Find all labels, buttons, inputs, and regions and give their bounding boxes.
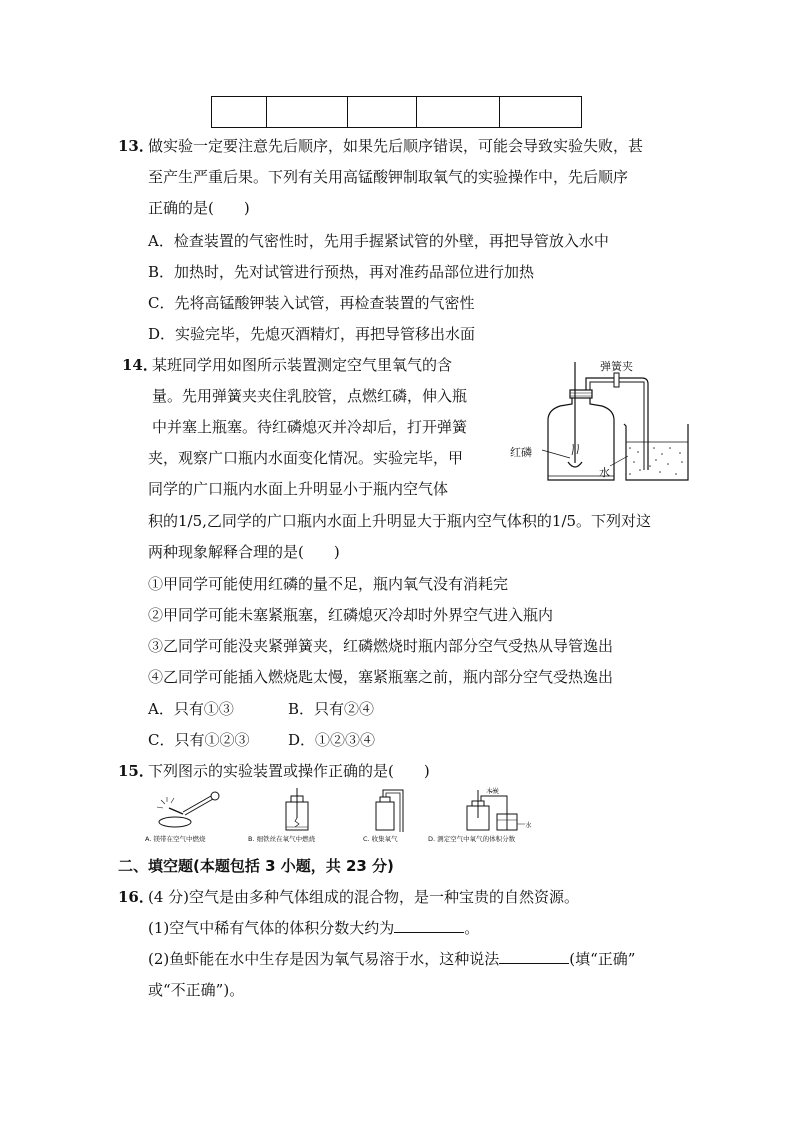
question-text-line: 量。先用弹簧夹夹住乳胶管，点燃红磷，伸入瓶	[152, 387, 468, 405]
answer-blank[interactable]	[499, 949, 569, 964]
question-text-line: 中并塞上瓶塞。待红磷熄灭并冷却后，打开弹簧	[152, 418, 468, 436]
oxygen-apparatus-figure	[510, 358, 695, 488]
question-text-line: 下列图示的实验装置或操作正确的是( )	[148, 762, 430, 780]
label-water: 水	[525, 821, 532, 829]
question-text-line: 做实验一定要注意先后顺序，如果先后顺序错误，可能会导致实验失败，甚	[148, 137, 644, 155]
label-spring-clip: 弹簧夹	[600, 360, 633, 373]
label-red-phosphorus: 红磷	[510, 446, 532, 459]
table-cell	[212, 97, 267, 128]
question-text-line: 两种现象解释合理的是( )	[148, 543, 340, 561]
option-b: B．加热时，先对试管进行预热，再对准药品部位进行加热	[148, 263, 535, 281]
option-a: A．只有①③	[148, 700, 234, 718]
sub-question-text: (1)空气中稀有气体的体积分数大约为	[148, 919, 395, 937]
question-text-line: 积的1/5,乙同学的广口瓶内水面上升明显大于瓶内空气体积的1/5。下列对这	[148, 512, 652, 530]
question-text-line: (4 分)空气是由多种气体组成的混合物，是一种宝贵的自然资源。	[148, 888, 580, 906]
answer-blank[interactable]	[394, 918, 464, 933]
sub-question-2	[148, 948, 635, 969]
question-number: 13．	[118, 137, 154, 155]
question-text-line: 夹，观察广口瓶内水面变化情况。实验完毕，甲	[148, 449, 464, 467]
table-cell	[348, 97, 417, 128]
experiment-figures	[145, 788, 565, 848]
option-d: D．实验完毕，先熄灭酒精灯，再把导管移出水面	[148, 325, 476, 343]
statement-1: ①甲同学可能使用红磷的量不足，瓶内氧气没有消耗完	[148, 575, 509, 593]
label-charcoal: 木炭	[486, 787, 499, 795]
option-c: C．先将高锰酸钾装入试管，再检查装置的气密性	[148, 294, 475, 312]
label-water: 水	[599, 466, 610, 479]
answer-table	[211, 96, 582, 128]
sub-question-1	[148, 917, 479, 938]
question-number: 14．	[122, 356, 158, 374]
option-a: A．检查装置的气密性时，先用手握紧试管的外壁，再把导管放入水中	[148, 232, 609, 250]
caption-c: C. 收集氧气	[363, 835, 398, 843]
experiment-drawings	[145, 788, 565, 834]
sub-question-text: (填“正确”	[569, 950, 636, 968]
figure-d-drawing	[467, 790, 525, 830]
table-cell	[417, 97, 500, 128]
section-title: 二、填空题(本题包括 3 小题，共 23 分)	[118, 857, 394, 875]
table-row	[212, 97, 582, 128]
sub-question-text: (2)鱼虾能在水中生存是因为氧气易溶于水，这种说法	[148, 950, 500, 968]
option-d: D．①②③④	[288, 731, 376, 749]
sub-question-text: 。	[464, 919, 480, 937]
caption-a: A. 镁带在空气中燃烧	[145, 835, 206, 843]
table-cell	[500, 97, 582, 128]
question-text-line: 至产生严重后果。下列有关用高锰酸钾制取氧气的实验操作中，先后顺序	[148, 168, 629, 186]
figure-b-drawing	[286, 788, 308, 830]
question-text-line: 某班同学用如图所示装置测定空气里氧气的含	[152, 356, 453, 374]
question-number: 15．	[118, 762, 154, 780]
question-text-line: 正确的是( )	[148, 199, 250, 217]
table-cell	[267, 97, 348, 128]
statement-4: ④乙同学可能插入燃烧匙太慢，塞紧瓶塞之前，瓶内部分空气受热逸出	[148, 668, 614, 686]
caption-d: D. 测定空气中氧气的体积分数	[428, 835, 516, 843]
question-number: 16．	[118, 888, 154, 906]
option-c: C．只有①②③	[148, 731, 250, 749]
option-b: B．只有②④	[288, 700, 375, 718]
question-text-line: 同学的广口瓶内水面上升明显小于瓶内空气体	[148, 480, 449, 498]
figure-c-drawing	[376, 790, 403, 832]
statement-3: ③乙同学可能没夹紧弹簧夹，红磷燃烧时瓶内部分空气受热从导管逸出	[148, 637, 614, 655]
question-text-line: 或“不正确”)。	[148, 981, 245, 999]
figure-a-drawing	[157, 792, 219, 827]
caption-b: B. 细铁丝在氧气中燃烧	[248, 835, 316, 843]
statement-2: ②甲同学可能未塞紧瓶塞，红磷熄灭冷却时外界空气进入瓶内	[148, 606, 554, 624]
